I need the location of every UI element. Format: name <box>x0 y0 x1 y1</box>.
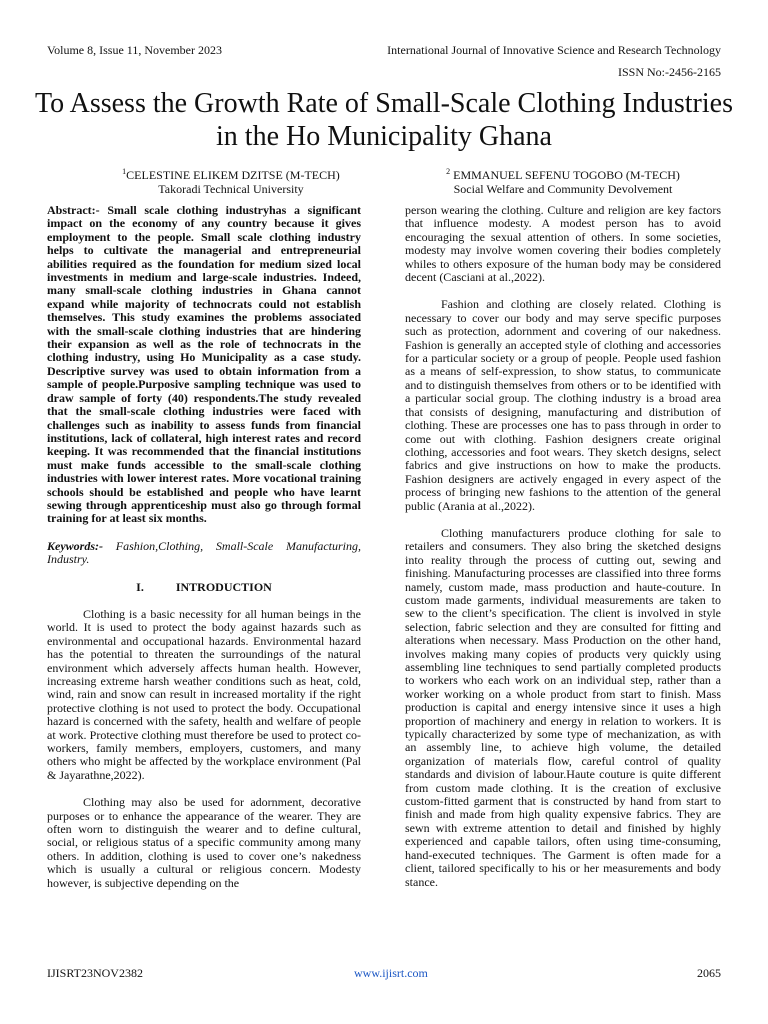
abstract-text: Small scale clothing industryhas a significant impact on the economy of any country because it gives employment to the people. Small scale clothing industry helps to cultivate the managerial and entrepreneurial abilities required as the foundation for medium sized local investments in medium and large-scale industries. Indeed, many small-scale clothing industries in Ghana cannot expand while majority of technocrats could not establish themselves. This study examines the problems associated with the small-scale clothing industries that are hindering their expansion as well as the role of technocrats in the clothing industry, using Ho Municipality as a case study. Descriptive survey was used to obtain information from a sample of people.Purposive sampling technique was used to draw sample of forty (40) respondents.The study revealed that the small-scale clothing industries were faced with challenges such as inability to assess funds from financial institutions, lack of collateral, high interest rates and record keeping. It was recommended that the financial institutions must make funds accessible to the small-scale clothing industries with lower interest rates. More vocational training schools should be established and people who have learnt sewing through apprenticeship must also go through formal training for at least six months. <box>47 203 361 526</box>
intro-paragraph-2: Clothing may also be used for adornment, decorative purposes or to enhance the appearance of the wearer. They are often worn to distinguish the wearer and to define cultural, social, or religious status of a specific community among many others. In addition, clothing is used to cover one’s nakedness which is usually a cultural or religious concern. Modesty however, is subjective depending on the <box>47 795 361 890</box>
footer-page-number: 2065 <box>697 966 721 980</box>
right-column <box>405 204 721 889</box>
author-2-affiliation: Social Welfare and Community Devolvement <box>453 182 673 196</box>
intro-paragraph-1: Clothing is a basic necessity for all human beings in the world. It is used to protect the body against hazards such as environmental and occupational hazards. Environmental hazard has the potential to threaten the surroundings of the natural environment which adversely affects human health. However, increasing extreme harsh weather conditions such as heat, cold, wind, rain and snow can result in increased mortality if the right protective clothing is not used to protect the body. Occupational hazard is concerned with the safety, health and welfare of people at work. Protective clothing must therefore be used to protect co-workers, family members, employers, customers, and many others who might be affected by the workplace environment (Pal & Jayarathne,2022). <box>47 606 361 782</box>
author-2 <box>405 165 721 196</box>
keywords-text: Fashion,Clothing, Small-Scale Manufacturing, Industry. <box>47 538 361 567</box>
section-number: I. <box>136 579 144 594</box>
abstract <box>47 204 361 526</box>
right-paragraph-1: person wearing the clothing. Culture and religion are key factors that influence modesty. A modest person has to avoid encouraging the sexual attention of others. In some societies, modesty may involve women covering their bodies completely whiles to others exposure of the human body may be considered decent (Casciani at al.,2022). <box>405 203 721 285</box>
header-journal: International Journal of Innovative Science and Research Technology <box>387 43 721 57</box>
author-2-name: EMMANUEL SEFENU TOGOBO (M-TECH) <box>453 168 680 182</box>
footer-url-link[interactable]: www.ijisrt.com <box>354 966 428 980</box>
abstract-label: Abstract:- <box>47 203 100 217</box>
section-title: INTRODUCTION <box>175 579 272 594</box>
keywords <box>47 540 361 567</box>
keywords-label: Keywords:- <box>47 538 103 553</box>
author-1-name: CELESTINE ELIKEM DZITSE (M-TECH) <box>126 168 340 182</box>
author-2-sup: 2 <box>446 167 451 176</box>
author-1 <box>47 165 415 196</box>
right-paragraph-2: Fashion and clothing are closely related. Clothing is necessary to cover our body and may serve specific purposes such as protection, adornment and covering of our nakedness. Fashion is generally an accepted style of clothing and accessories for a particular society or a group of people. People used fashion as a means of self-expression, to show status, to communicate and to distinguish themselves from others or to be identified with a particular social group. The clothing industry is a broad area that consists of designing, manufacturing and distribution of clothing. These are processes one has to pass through in order to come out with clothing. Fashion designers create original clothing, accessories and foot wears. They sketch designs, select fabrics and give instructions on how to make the products. Fashion designers are actively engaged in every aspect of the process of bringing new fashions to the attention of the general public (Arania at al.,2022). <box>405 297 721 513</box>
author-1-sup: 1 <box>122 167 127 176</box>
header-issn: ISSN No:-2456-2165 <box>617 65 721 79</box>
footer-id: IJISRT23NOV2382 <box>47 966 143 980</box>
author-1-affiliation: Takoradi Technical University <box>158 182 304 196</box>
right-paragraph-3: Clothing manufacturers produce clothing for sale to retailers and consumers. They also bring the sketched designs into reality through the process of cutting out, sewing and finishing. Manufacturing processes are classified into three forms namely, custom made, mass production and haute-couture. In custom made garments, individual measurements are taken to sew to the client’s specification. The client is involved in style selection, fabric selection and they are consulted for fitting and alterations when necessary. Mass Production on the other hand, involves making many copies of products very quickly using assembling line techniques to send partially completed products to workers who each work on an individual step, rather than a worker working on a whole product from start to finish. Mass production is capital and energy intensive since it uses a high proportion of machinery and energy in relation to workers. It is typically characterized by some type of mechanization, as with an assembly line, to achieve high volume, the detailed organization of materials flow, careful control of quality standards and division of labour.Haute couture is quite different from custom made clothing. It is the creation of exclusive custom-fitted garment that is constructed by hand from start to finish and made from high quality expensive fabrics. They are sewn with extreme attention to detail and finished by highly experienced and capable tailors, often using time-consuming, hand-executed techniques. The Garment is often made for a client, tailored specifically to his or her measurements and body stance. <box>405 525 721 889</box>
header-volume: Volume 8, Issue 11, November 2023 <box>47 43 222 57</box>
left-column <box>47 204 361 890</box>
section-heading <box>47 581 361 594</box>
paper-title: To Assess the Growth Rate of Small-Scale Clothing Industries in the Ho Municipality Ghana <box>35 88 733 152</box>
